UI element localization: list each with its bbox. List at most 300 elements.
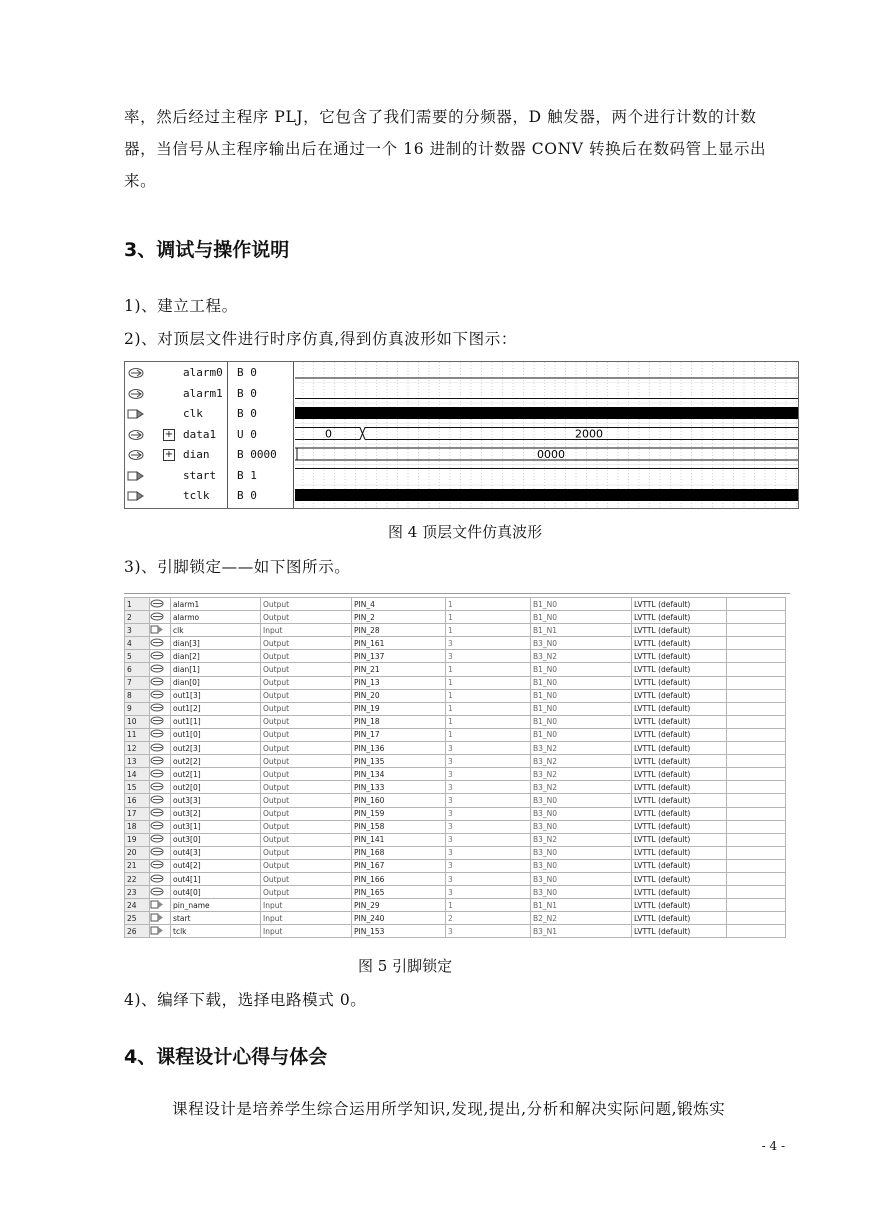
pin-cell: B3_N0	[531, 859, 632, 872]
pin-table-row[interactable]	[125, 611, 786, 624]
pin-cell: pin_name	[171, 899, 261, 912]
pin-cell: 3	[446, 833, 531, 846]
pin-cell: B1_N1	[531, 899, 632, 912]
pin-table-row[interactable]	[125, 794, 786, 807]
signal-value: B 0	[237, 407, 257, 420]
output-pin-icon	[150, 755, 171, 768]
pin-table-row[interactable]	[125, 859, 786, 872]
pin-cell-empty	[727, 899, 786, 912]
output-pin-icon	[150, 886, 171, 899]
pin-cell: PIN_141	[352, 833, 446, 846]
bus-value-label: 0	[325, 427, 332, 441]
pin-cell: Input	[261, 624, 352, 637]
pin-table-row[interactable]	[125, 637, 786, 650]
output-pin-icon	[127, 388, 145, 400]
pin-cell: PIN_18	[352, 715, 446, 728]
pin-table-row[interactable]	[125, 912, 786, 925]
pin-cell: LVTTL (default)	[632, 650, 727, 663]
pin-cell: out4[3]	[171, 846, 261, 859]
bus-value-label: 2000	[575, 427, 603, 441]
output-pin-icon	[150, 715, 171, 728]
pin-cell-empty	[727, 886, 786, 899]
pin-cell: B3_N0	[531, 637, 632, 650]
pin-cell: PIN_13	[352, 676, 446, 689]
pin-cell: 3	[446, 872, 531, 885]
pin-cell: PIN_167	[352, 859, 446, 872]
pin-cell-empty	[727, 742, 786, 755]
pin-table-row[interactable]	[125, 715, 786, 728]
pin-cell: LVTTL (default)	[632, 742, 727, 755]
signal-name: tclk	[183, 489, 210, 502]
signal-name: dian	[183, 448, 210, 461]
pin-cell: out3[1]	[171, 820, 261, 833]
pin-cell: tclk	[171, 925, 261, 938]
pin-cell: out1[0]	[171, 728, 261, 741]
pin-cell: Output	[261, 742, 352, 755]
pin-cell: PIN_137	[352, 650, 446, 663]
expand-icon[interactable]: +	[164, 449, 174, 460]
pin-cell: 3	[446, 637, 531, 650]
pin-cell: dian[1]	[171, 663, 261, 676]
pin-cell: B3_N2	[531, 768, 632, 781]
signal-name: alarm1	[183, 386, 223, 400]
pin-cell-empty	[727, 859, 786, 872]
pin-cell: 15	[125, 781, 150, 794]
pin-cell: PIN_165	[352, 886, 446, 899]
pin-table-row[interactable]	[125, 702, 786, 715]
pin-cell-empty	[727, 794, 786, 807]
signal-name: clk	[183, 407, 203, 420]
pin-cell: PIN_166	[352, 872, 446, 885]
pin-cell: LVTTL (default)	[632, 781, 727, 794]
pin-cell-empty	[727, 611, 786, 624]
pin-cell: 21	[125, 859, 150, 872]
pin-cell: 13	[125, 755, 150, 768]
wave-data1	[295, 428, 798, 440]
pin-cell: 1	[446, 676, 531, 689]
pin-cell: 3	[446, 859, 531, 872]
pin-cell: 1	[446, 702, 531, 715]
output-pin-icon	[150, 676, 171, 689]
pin-cell: LVTTL (default)	[632, 755, 727, 768]
output-pin-icon	[150, 728, 171, 741]
pin-cell: 24	[125, 899, 150, 912]
pin-cell: alarmo	[171, 611, 261, 624]
pin-table-row[interactable]	[125, 676, 786, 689]
pin-table-row[interactable]	[125, 899, 786, 912]
output-pin-icon	[127, 449, 145, 461]
pin-table-row[interactable]	[125, 781, 786, 794]
pin-cell: B3_N0	[531, 872, 632, 885]
pin-cell: PIN_240	[352, 912, 446, 925]
pin-cell: 12	[125, 742, 150, 755]
pin-cell: LVTTL (default)	[632, 859, 727, 872]
waveform-row-alarm1[interactable]	[125, 384, 293, 404]
pin-cell: 3	[446, 807, 531, 820]
pin-cell: Output	[261, 872, 352, 885]
output-pin-icon	[150, 781, 171, 794]
pin-table-row[interactable]	[125, 768, 786, 781]
pin-cell-empty	[727, 807, 786, 820]
pin-cell: Output	[261, 781, 352, 794]
pin-cell: Output	[261, 676, 352, 689]
pin-table-row[interactable]	[125, 650, 786, 663]
pin-cell: out1[2]	[171, 702, 261, 715]
pin-cell: 20	[125, 846, 150, 859]
pin-cell: out2[3]	[171, 742, 261, 755]
pin-table-row[interactable]	[125, 807, 786, 820]
pin-table-row[interactable]	[125, 689, 786, 702]
pin-cell: LVTTL (default)	[632, 715, 727, 728]
pin-cell: 11	[125, 728, 150, 741]
pin-cell-empty	[727, 702, 786, 715]
pin-cell: out2[1]	[171, 768, 261, 781]
pin-cell: LVTTL (default)	[632, 807, 727, 820]
pin-cell: PIN_19	[352, 702, 446, 715]
signal-value: B 0	[237, 366, 257, 379]
pin-cell: PIN_2	[352, 611, 446, 624]
output-pin-icon	[150, 833, 171, 846]
pin-cell: 26	[125, 925, 150, 938]
waveform-row-tclk[interactable]	[125, 486, 293, 506]
pin-cell: B2_N2	[531, 912, 632, 925]
pin-cell: LVTTL (default)	[632, 768, 727, 781]
pin-cell: B3_N2	[531, 833, 632, 846]
output-pin-icon	[150, 650, 171, 663]
pin-cell: Output	[261, 859, 352, 872]
pin-cell: out2[2]	[171, 755, 261, 768]
pin-cell: Output	[261, 650, 352, 663]
signal-value: B 0	[237, 386, 257, 400]
pin-cell: out2[0]	[171, 781, 261, 794]
pin-cell: B3_N0	[531, 886, 632, 899]
pin-cell: Output	[261, 715, 352, 728]
output-pin-icon	[150, 872, 171, 885]
pin-cell: B1_N1	[531, 624, 632, 637]
pin-cell-empty	[727, 663, 786, 676]
pin-cell: LVTTL (default)	[632, 689, 727, 702]
pin-cell: 1	[446, 598, 531, 611]
pin-cell: B1_N0	[531, 728, 632, 741]
pin-cell: Input	[261, 899, 352, 912]
pin-cell: out1[3]	[171, 689, 261, 702]
pin-cell: 14	[125, 768, 150, 781]
pin-cell: B3_N0	[531, 846, 632, 859]
output-pin-icon	[150, 859, 171, 872]
page-number: - 4 -	[761, 1139, 785, 1153]
pin-table-row[interactable]	[125, 624, 786, 637]
pin-cell: PIN_133	[352, 781, 446, 794]
input-pin-icon	[150, 899, 171, 912]
pin-cell: 22	[125, 872, 150, 885]
pin-cell: PIN_21	[352, 663, 446, 676]
pin-cell: 8	[125, 689, 150, 702]
pin-cell: PIN_17	[352, 728, 446, 741]
pin-cell: 9	[125, 702, 150, 715]
pin-cell: B3_N0	[531, 794, 632, 807]
pin-cell: 3	[446, 886, 531, 899]
step-1-text: 1)、建立工程。	[124, 297, 238, 315]
pin-cell: LVTTL (default)	[632, 912, 727, 925]
pin-cell: Input	[261, 912, 352, 925]
output-pin-icon	[127, 367, 145, 379]
pin-cell-empty	[727, 624, 786, 637]
pin-cell: 16	[125, 794, 150, 807]
pin-cell: Output	[261, 663, 352, 676]
pin-cell: 7	[125, 676, 150, 689]
pin-cell: LVTTL (default)	[632, 676, 727, 689]
pin-cell: PIN_159	[352, 807, 446, 820]
pin-cell: 3	[446, 846, 531, 859]
pin-cell: 1	[446, 715, 531, 728]
pin-table-row[interactable]	[125, 742, 786, 755]
pin-cell: PIN_20	[352, 689, 446, 702]
pin-cell: 1	[446, 689, 531, 702]
output-pin-icon	[150, 820, 171, 833]
pin-cell: Output	[261, 702, 352, 715]
input-pin-icon	[150, 624, 171, 637]
pin-table-row[interactable]	[125, 886, 786, 899]
pin-cell: 1	[446, 663, 531, 676]
figure-4-caption: 图 4 顶层文件仿真波形	[388, 523, 543, 541]
waveform-signal-list	[125, 362, 294, 508]
pin-cell: 25	[125, 912, 150, 925]
pin-table-row[interactable]	[125, 872, 786, 885]
pin-cell-empty	[727, 689, 786, 702]
output-pin-icon	[150, 807, 171, 820]
waveform-row-dian[interactable]	[125, 445, 293, 465]
pin-cell: PIN_161	[352, 637, 446, 650]
pin-cell-empty	[727, 715, 786, 728]
pin-cell: B1_N0	[531, 663, 632, 676]
pin-cell: PIN_135	[352, 755, 446, 768]
pin-cell-empty	[727, 676, 786, 689]
waveform-row-data1[interactable]	[125, 425, 293, 445]
pin-cell: PIN_28	[352, 624, 446, 637]
pin-cell: dian[2]	[171, 650, 261, 663]
pin-cell: LVTTL (default)	[632, 598, 727, 611]
pin-cell: LVTTL (default)	[632, 611, 727, 624]
pin-cell: PIN_29	[352, 899, 446, 912]
pin-cell: 1	[446, 611, 531, 624]
pin-cell: B3_N2	[531, 755, 632, 768]
pin-cell: PIN_134	[352, 768, 446, 781]
output-pin-icon	[150, 742, 171, 755]
pin-cell: Output	[261, 846, 352, 859]
pin-cell: 19	[125, 833, 150, 846]
pin-cell: out3[2]	[171, 807, 261, 820]
waveform-row-clk[interactable]	[125, 404, 293, 424]
pin-cell: B1_N0	[531, 715, 632, 728]
pin-cell: out4[0]	[171, 886, 261, 899]
pin-cell: LVTTL (default)	[632, 637, 727, 650]
pin-cell: LVTTL (default)	[632, 886, 727, 899]
pin-cell-empty	[727, 820, 786, 833]
signal-value: B 1	[237, 468, 257, 482]
pin-table-row[interactable]	[125, 833, 786, 846]
pin-cell: B1_N0	[531, 689, 632, 702]
pin-cell: LVTTL (default)	[632, 702, 727, 715]
input-pin-icon	[127, 490, 145, 502]
pin-cell: Output	[261, 728, 352, 741]
pin-cell: 4	[125, 637, 150, 650]
pin-cell: B1_N0	[531, 676, 632, 689]
pin-table-row[interactable]	[125, 755, 786, 768]
pin-cell: PIN_4	[352, 598, 446, 611]
pin-cell: Output	[261, 755, 352, 768]
expand-icon[interactable]: +	[164, 428, 174, 440]
pin-cell: LVTTL (default)	[632, 794, 727, 807]
pin-cell: LVTTL (default)	[632, 728, 727, 741]
pin-cell: B3_N0	[531, 820, 632, 833]
wave-clk	[295, 407, 798, 419]
signal-value: U 0	[237, 427, 257, 441]
pin-cell: out3[3]	[171, 794, 261, 807]
pin-cell: 18	[125, 820, 150, 833]
signal-name: alarm0	[183, 366, 223, 379]
pin-cell: B3_N2	[531, 650, 632, 663]
pin-cell: 10	[125, 715, 150, 728]
pin-cell: LVTTL (default)	[632, 624, 727, 637]
pin-cell: PIN_160	[352, 794, 446, 807]
pin-cell: Input	[261, 925, 352, 938]
pin-cell: LVTTL (default)	[632, 833, 727, 846]
pin-cell: out1[1]	[171, 715, 261, 728]
pin-cell: Output	[261, 611, 352, 624]
pin-cell: Output	[261, 598, 352, 611]
section-heading-4: 4、课程设计心得与体会	[124, 1046, 328, 1068]
pin-cell: out3[0]	[171, 833, 261, 846]
output-pin-icon	[150, 689, 171, 702]
output-pin-icon	[150, 663, 171, 676]
pin-cell: dian[3]	[171, 637, 261, 650]
pin-cell: alarm1	[171, 598, 261, 611]
pin-cell-empty	[727, 912, 786, 925]
pin-cell: LVTTL (default)	[632, 899, 727, 912]
bus-value-label: 0000	[537, 448, 565, 461]
pin-cell: B3_N2	[531, 781, 632, 794]
pin-cell-empty	[727, 598, 786, 611]
pin-cell: B3_N2	[531, 742, 632, 755]
pin-cell: LVTTL (default)	[632, 663, 727, 676]
pin-cell: clk	[171, 624, 261, 637]
pin-cell-empty	[727, 925, 786, 938]
pin-cell: out4[1]	[171, 872, 261, 885]
pin-cell: 3	[446, 650, 531, 663]
pin-table-row[interactable]	[125, 728, 786, 741]
pin-cell: Output	[261, 833, 352, 846]
wave-tclk	[295, 489, 798, 501]
pin-cell: 1	[446, 624, 531, 637]
signal-name: data1	[183, 427, 217, 441]
pin-cell: LVTTL (default)	[632, 872, 727, 885]
pin-cell-empty	[727, 755, 786, 768]
waveform-row-start[interactable]	[125, 466, 293, 486]
pin-cell-empty	[727, 872, 786, 885]
pin-cell: LVTTL (default)	[632, 925, 727, 938]
step-3-text: 3)、引脚锁定——如下图所示。	[124, 558, 351, 576]
output-pin-icon	[150, 768, 171, 781]
pin-table-row[interactable]	[125, 820, 786, 833]
pin-cell: 2	[125, 611, 150, 624]
pin-cell-empty	[727, 650, 786, 663]
pin-cell: B3_N0	[531, 807, 632, 820]
pin-table-row[interactable]	[125, 598, 786, 611]
pin-cell-empty	[727, 781, 786, 794]
pin-cell: 17	[125, 807, 150, 820]
pin-cell: out4[2]	[171, 859, 261, 872]
pin-cell: Output	[261, 820, 352, 833]
pin-cell: PIN_158	[352, 820, 446, 833]
pin-cell: 2	[446, 912, 531, 925]
pin-cell: B1_N0	[531, 611, 632, 624]
pin-table-row[interactable]	[125, 663, 786, 676]
waveform-row-alarm0[interactable]	[125, 363, 293, 383]
output-pin-icon	[150, 846, 171, 859]
pin-cell-empty	[727, 833, 786, 846]
signal-value: B 0000	[237, 448, 277, 461]
pin-cell: 1	[446, 728, 531, 741]
signal-name: start	[183, 468, 217, 482]
pin-cell: 3	[446, 794, 531, 807]
input-pin-icon	[150, 912, 171, 925]
pin-cell: Output	[261, 807, 352, 820]
pin-cell: PIN_153	[352, 925, 446, 938]
pin-cell: 3	[446, 925, 531, 938]
pin-table-row[interactable]	[125, 925, 786, 938]
pin-cell: 3	[446, 755, 531, 768]
pin-cell: 3	[446, 820, 531, 833]
input-pin-icon	[127, 470, 145, 482]
pin-cell: Output	[261, 768, 352, 781]
pin-cell: 5	[125, 650, 150, 663]
pin-cell: 3	[125, 624, 150, 637]
output-pin-icon	[150, 611, 171, 624]
pin-cell: dian[0]	[171, 676, 261, 689]
pin-cell: 6	[125, 663, 150, 676]
pin-cell: 3	[446, 742, 531, 755]
step-4-text: 4)、编绎下载，选择电路模式 0。	[124, 991, 367, 1009]
pin-cell: B3_N1	[531, 925, 632, 938]
output-pin-icon	[150, 598, 171, 611]
pin-cell-empty	[727, 728, 786, 741]
pin-cell: 23	[125, 886, 150, 899]
signal-value: B 0	[237, 489, 257, 502]
pin-cell: PIN_136	[352, 742, 446, 755]
pin-table-row[interactable]	[125, 846, 786, 859]
pin-cell: 3	[446, 781, 531, 794]
pin-cell: Output	[261, 794, 352, 807]
pin-cell: Output	[261, 637, 352, 650]
simulation-waveform	[124, 361, 799, 509]
body-paragraph-last: 课程设计是培养学生综合运用所学知识,发现,提出,分析和解决实际问题,锻炼实	[172, 1100, 726, 1118]
input-pin-icon	[127, 408, 145, 420]
waveform-plot	[295, 362, 798, 508]
pin-cell: LVTTL (default)	[632, 846, 727, 859]
pin-cell: 3	[446, 768, 531, 781]
pin-cell-empty	[727, 846, 786, 859]
step-2-text: 2)、对顶层文件进行时序仿真,得到仿真波形如下图示：	[124, 330, 517, 348]
pin-cell: 1	[446, 899, 531, 912]
input-pin-icon	[150, 925, 171, 938]
output-pin-icon	[150, 702, 171, 715]
pin-cell: Output	[261, 689, 352, 702]
pin-cell-empty	[727, 637, 786, 650]
pin-cell: Output	[261, 886, 352, 899]
pin-cell: B1_N0	[531, 702, 632, 715]
pin-cell: start	[171, 912, 261, 925]
pin-cell: PIN_168	[352, 846, 446, 859]
